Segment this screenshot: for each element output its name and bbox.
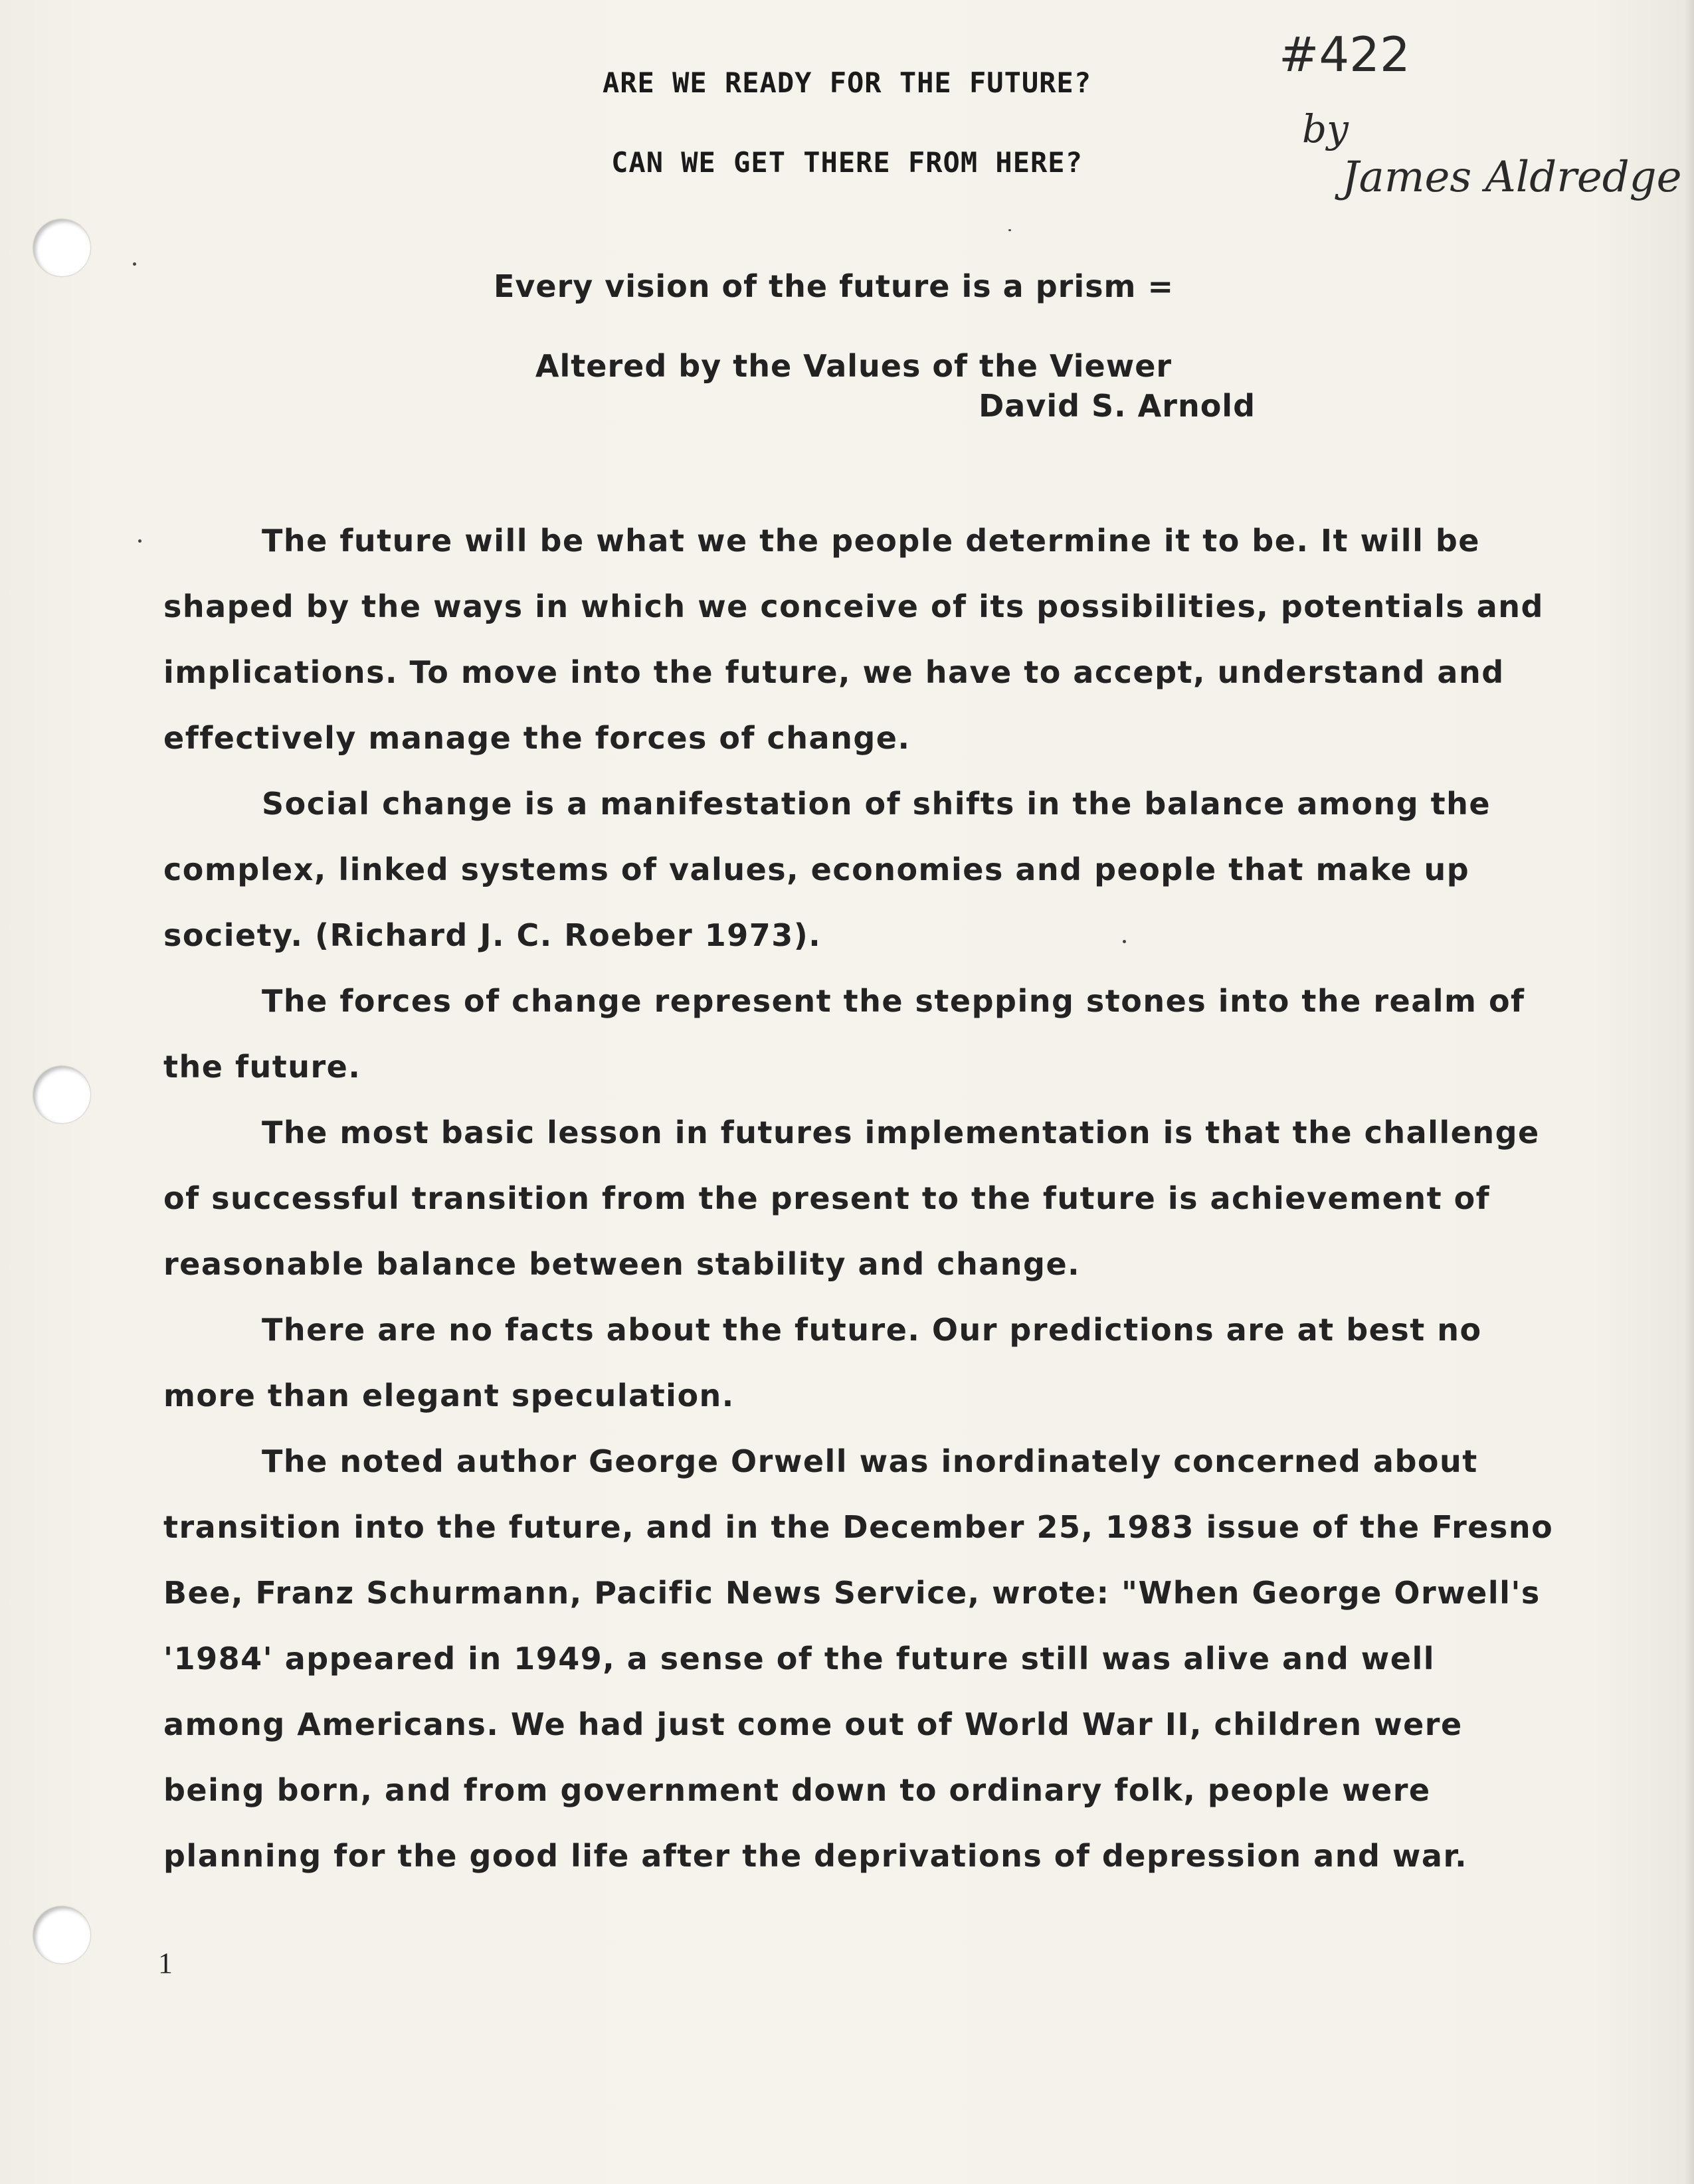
paragraph: The forces of change represent the stepping stones into the realm of the future. (163, 983, 1525, 1085)
handwritten-author: James Aldredge (1342, 153, 1682, 202)
paragraph: The most basic lesson in futures implementation is that the challenge of successful transition from the present to the future is achievement of reasonable balance between stability and change. (163, 1115, 1540, 1282)
paper-speck (133, 262, 136, 266)
epigraph-attribution: David S. Arnold (979, 388, 1256, 424)
page-number: 1 (158, 1947, 173, 1979)
page-edge-shadow (1685, 0, 1694, 2184)
handwritten-document-number: #422 (1279, 27, 1410, 82)
punch-hole-middle (33, 1066, 90, 1123)
paragraph: Social change is a manifestation of shifts in the balance among the complex, linked systems of values, economies and people that make up society. (Richard J. C. Roeber 1973). (163, 786, 1491, 953)
body-text (163, 508, 1558, 1889)
paragraph: The noted author George Orwell was inordinately concerned about transition into the future, and in the December 25, 1983 issue of the Fresno Bee, Franz Schurmann, Pacific News Service, wrote: "When George Orwell's '1984' appeared in 1949, a sense of the future still was alive and well among Americans. We had just come out of World War II, children were being born, and from government down to ordinary folk, people were planning for the good life after the deprivations of depression and war. (163, 1443, 1554, 1874)
title-line-1: ARE WE READY FOR THE FUTURE? (602, 66, 1091, 99)
paper-speck (1123, 940, 1126, 943)
epigraph-line-2: Altered by the Values of the Viewer (535, 348, 1173, 384)
paper-speck (138, 539, 141, 543)
punch-hole-bottom (33, 1906, 90, 1963)
paragraph: The future will be what we the people determine it to be. It will be shaped by the ways in which we conceive of its possibilities, potentials and implications. To move into the future, we have to accept, understand and effectively manage the forces of change. (163, 523, 1544, 756)
paper-speck (1008, 229, 1011, 231)
handwritten-by: by (1302, 106, 1349, 151)
epigraph-line-1: Every vision of the future is a prism = (493, 268, 1174, 304)
title-line-2: CAN WE GET THERE FROM HERE? (611, 146, 1083, 179)
paragraph: There are no facts about the future. Our predictions are at best no more than elegant speculation. (163, 1312, 1482, 1413)
